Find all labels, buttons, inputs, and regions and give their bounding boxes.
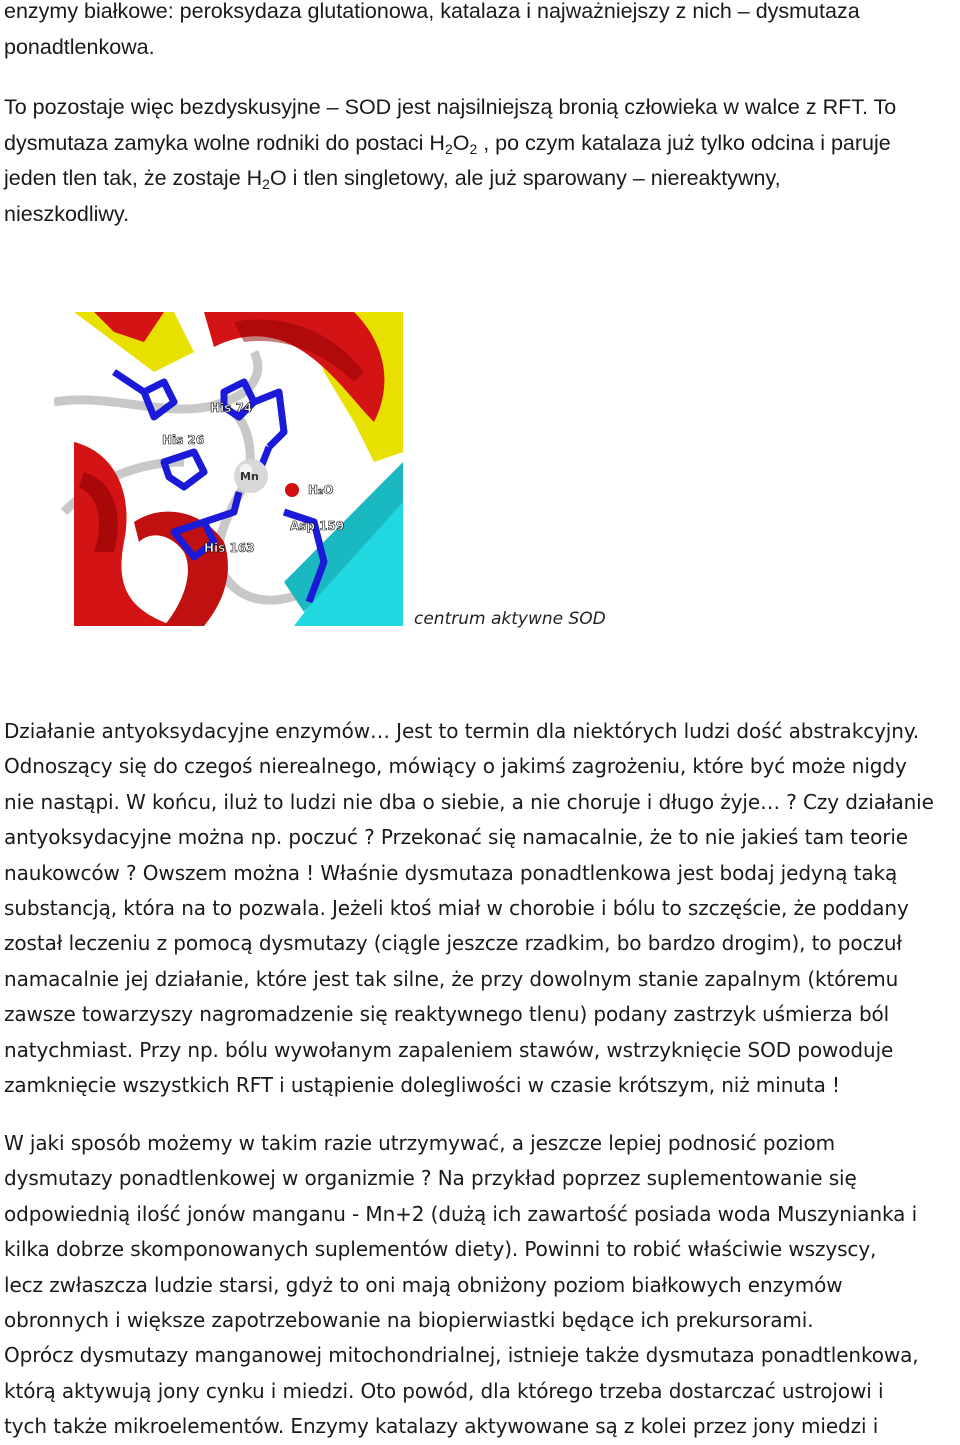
paragraph-sod: [0, 90, 896, 232]
sod-active-site-figure: [54, 312, 403, 626]
text-line: odpowiednią ilość jonów manganu - Mn+2 (dużą ich zawartość posiada woda Muszynianka i: [4, 1201, 918, 1226]
text-line: zamknięcie wszystkich RFT i ustąpienie dolegliwości w czasie krótszym, niż minuta !: [4, 1073, 840, 1098]
text-line: został leczeniu z pomocą dysmutazy (ciągle jeszcze rzadkim, bo bardzo drogim), to poczuł: [4, 931, 902, 956]
text-line: jeden tlen tak, że zostaje $H_2O$ i tlen singletowy, ale już sparowany – niereaktywny,: [4, 166, 781, 193]
label-asp159: Asp 159: [290, 519, 345, 533]
text-line: tych także mikroelementów. Enzymy katalazy aktywowane są z kolei przez jony miedzi i: [4, 1414, 879, 1439]
text-line: lecz zwłaszcza ludzie starsi, gdyż to oni mają obniżony poziom białkowych enzymów: [4, 1272, 843, 1297]
text-line: Oprócz dysmutazy manganowej mitochondrialnej, istnieje także dysmutaza ponadtlenkowa,: [4, 1343, 919, 1368]
text-line: ponadtlenkowa.: [4, 34, 155, 59]
label-h2o: H₂O: [308, 483, 334, 497]
text-line: antyoksydacyjne można np. poczuć ? Przekonać się namacalnie, że to nie jakieś tam teorie: [4, 825, 909, 850]
protein-structure-image: [54, 312, 403, 626]
text-line: naukowców ? Owszem można ! Właśnie dysmutaza ponadtlenkowa jest bodaj jedyną taką: [4, 860, 898, 885]
text-line: którą aktywują jony cynku i miedzi. Oto powód, dla którego trzeba dostarczać ustrojowi i: [4, 1378, 884, 1403]
text-line: nieszkodliwy.: [4, 201, 130, 226]
paragraph-antioxidant: [0, 714, 934, 1103]
text-line: natychmiast. Przy np. bólu wywołanym zapaleniem stawów, wstrzyknięcie SOD powoduje: [4, 1037, 894, 1062]
label-mn: Mn: [240, 470, 259, 483]
text-line: nie nastąpi. W końcu, iluż to ludzi nie dba o siebie, a nie choruje i długo żyje… ? Czy działanie: [4, 789, 934, 814]
text-line: zawsze towarzyszy nagromadzenie się reaktywnego tlenu) podany zastrzyk uśmierza ból: [4, 1002, 890, 1027]
water-molecule: [285, 483, 299, 497]
text-line: substancją, która na to pozwala. Jeżeli ktoś miał w chorobie i bólu to szczęście, że poddany: [4, 896, 909, 921]
figure-caption: centrum aktywne SOD: [414, 609, 606, 629]
text-line: Działanie antyoksydacyjne enzymów… Jest to termin dla niektórych ludzi dość abstrakcyjny.: [4, 719, 919, 743]
label-his26: His 26: [162, 433, 205, 447]
text-line: namacalnie jej działanie, które jest tak silne, że przy dowolnym stanie zapalnym (któremu: [4, 966, 899, 991]
label-his163: His 163: [204, 541, 255, 555]
label-his74: His 74: [210, 401, 253, 415]
text-line: dysmutazy ponadtlenkowej w organizmie ? Na przykład poprzez suplementowanie się: [4, 1166, 857, 1191]
text-line: W jaki sposób możemy w takim razie utrzymywać, a jeszcze lepiej podnosić poziom: [4, 1131, 835, 1155]
text-line: dysmutaza zamyka wolne rodniki do postaci $H_2O_2$ , po czym katalaza już tylko odcina i paruje: [4, 130, 891, 157]
text-line: kilka dobrze skomponowanych suplementów diety). Powinni to robić właściwie wszyscy,: [4, 1237, 877, 1262]
text-line: obronnych i większe zapotrzebowanie na biopierwiastki będące ich prekursorami.: [4, 1308, 814, 1333]
text-line: enzymy białkowe: peroksydaza glutationowa, katalaza i najważniejszy z nich – dysmutaza: [4, 0, 860, 23]
text-line: Odnoszący się do czegoś nierealnego, mówiący o jakimś zagrożeniu, które być może nigdy: [4, 754, 907, 779]
paragraph-supplements: [0, 1126, 919, 1445]
text-line: To pozostaje więc bezdyskusyjne – SOD jest najsilniejszą bronią człowieka w walce z RFT. To: [4, 95, 897, 119]
paragraph-enzymes: [0, 0, 860, 65]
